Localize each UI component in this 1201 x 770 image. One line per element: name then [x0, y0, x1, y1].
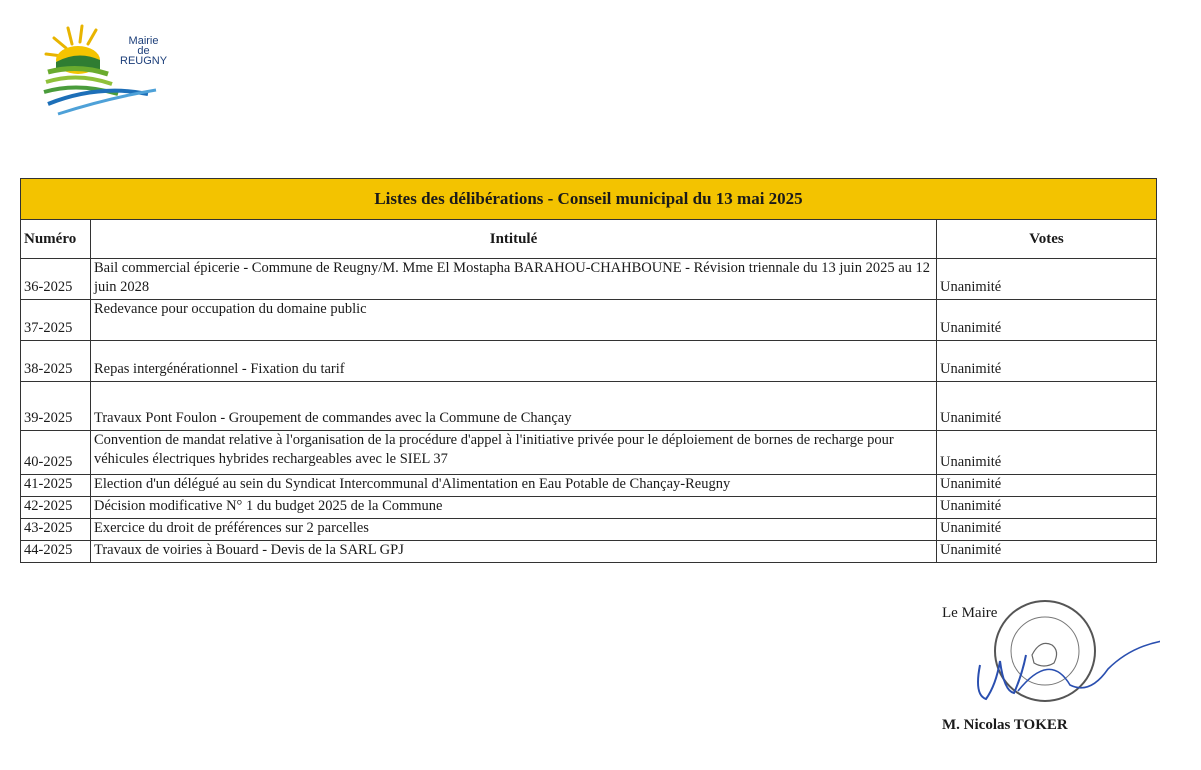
- logo-line2: de: [137, 45, 150, 57]
- row-title: Repas intergénérationnel - Fixation du tarif: [91, 341, 937, 382]
- table-row: [21, 519, 1157, 541]
- row-number: 38-2025: [21, 341, 91, 382]
- table-title-row: [21, 179, 1157, 220]
- row-vote: Unanimité: [937, 475, 1157, 497]
- row-number: 36-2025: [21, 259, 91, 300]
- logo-text: [120, 36, 167, 66]
- row-vote: Unanimité: [937, 497, 1157, 519]
- signature-name: M. Nicolas TOKER: [942, 717, 1068, 733]
- row-vote: Unanimité: [937, 431, 1157, 475]
- row-title: Redevance pour occupation du domaine public: [91, 300, 937, 341]
- row-number: 43-2025: [21, 519, 91, 541]
- table-row: [21, 541, 1157, 563]
- row-title: Décision modificative N° 1 du budget 2025 de la Commune: [91, 497, 937, 519]
- row-vote: Unanimité: [937, 541, 1157, 563]
- signature-role: Le Maire: [942, 605, 998, 621]
- row-number: 42-2025: [21, 497, 91, 519]
- row-title: Convention de mandat relative à l'organisation de la procédure d'appel à l'initiative privée pour le déploiement de bornes de recharge pour véhicules électriques hybrides rechargeables avec le SIEL 37: [91, 431, 937, 475]
- table-row: [21, 382, 1157, 431]
- table-row: [21, 475, 1157, 497]
- table-title: Listes des délibérations - Conseil municipal du 13 mai 2025: [21, 179, 1157, 220]
- row-vote: Unanimité: [937, 382, 1157, 431]
- row-title: Election d'un délégué au sein du Syndicat Intercommunal d'Alimentation en Eau Potable de Chançay-Reugny: [91, 475, 937, 497]
- row-number: 39-2025: [21, 382, 91, 431]
- table-row: [21, 259, 1157, 300]
- table-row: [21, 431, 1157, 475]
- row-title: Travaux Pont Foulon - Groupement de commandes avec la Commune de Chançay: [91, 382, 937, 431]
- row-number: 40-2025: [21, 431, 91, 475]
- signature-block: [930, 595, 1160, 745]
- logo-line3: REUGNY: [120, 55, 168, 67]
- row-title: Travaux de voiries à Bouard - Devis de la SARL GPJ: [91, 541, 937, 563]
- column-header-numero: Numéro: [21, 220, 91, 259]
- table-row: [21, 300, 1157, 341]
- row-vote: Unanimité: [937, 341, 1157, 382]
- row-number: 44-2025: [21, 541, 91, 563]
- mairie-logo: [38, 14, 188, 124]
- column-header-intitule: Intitulé: [91, 220, 937, 259]
- row-number: 41-2025: [21, 475, 91, 497]
- row-number: 37-2025: [21, 300, 91, 341]
- table-row: [21, 341, 1157, 382]
- row-vote: Unanimité: [937, 519, 1157, 541]
- reugny-logo-icon: [38, 14, 188, 124]
- row-title: Bail commercial épicerie - Commune de Reugny/M. Mme El Mostapha BARAHOU-CHAHBOUNE - Révision triennale du 13 juin 2025 au 12 juin 2028: [91, 259, 937, 300]
- deliberations-table: [20, 178, 1157, 563]
- row-vote: Unanimité: [937, 300, 1157, 341]
- table-row: [21, 497, 1157, 519]
- row-title: Exercice du droit de préférences sur 2 parcelles: [91, 519, 937, 541]
- column-header-votes: Votes: [937, 220, 1157, 259]
- deliberations-table-wrapper: [20, 178, 1156, 563]
- table-header-row: [21, 220, 1157, 259]
- logo-line1: Mairie: [128, 35, 159, 47]
- row-vote: Unanimité: [937, 259, 1157, 300]
